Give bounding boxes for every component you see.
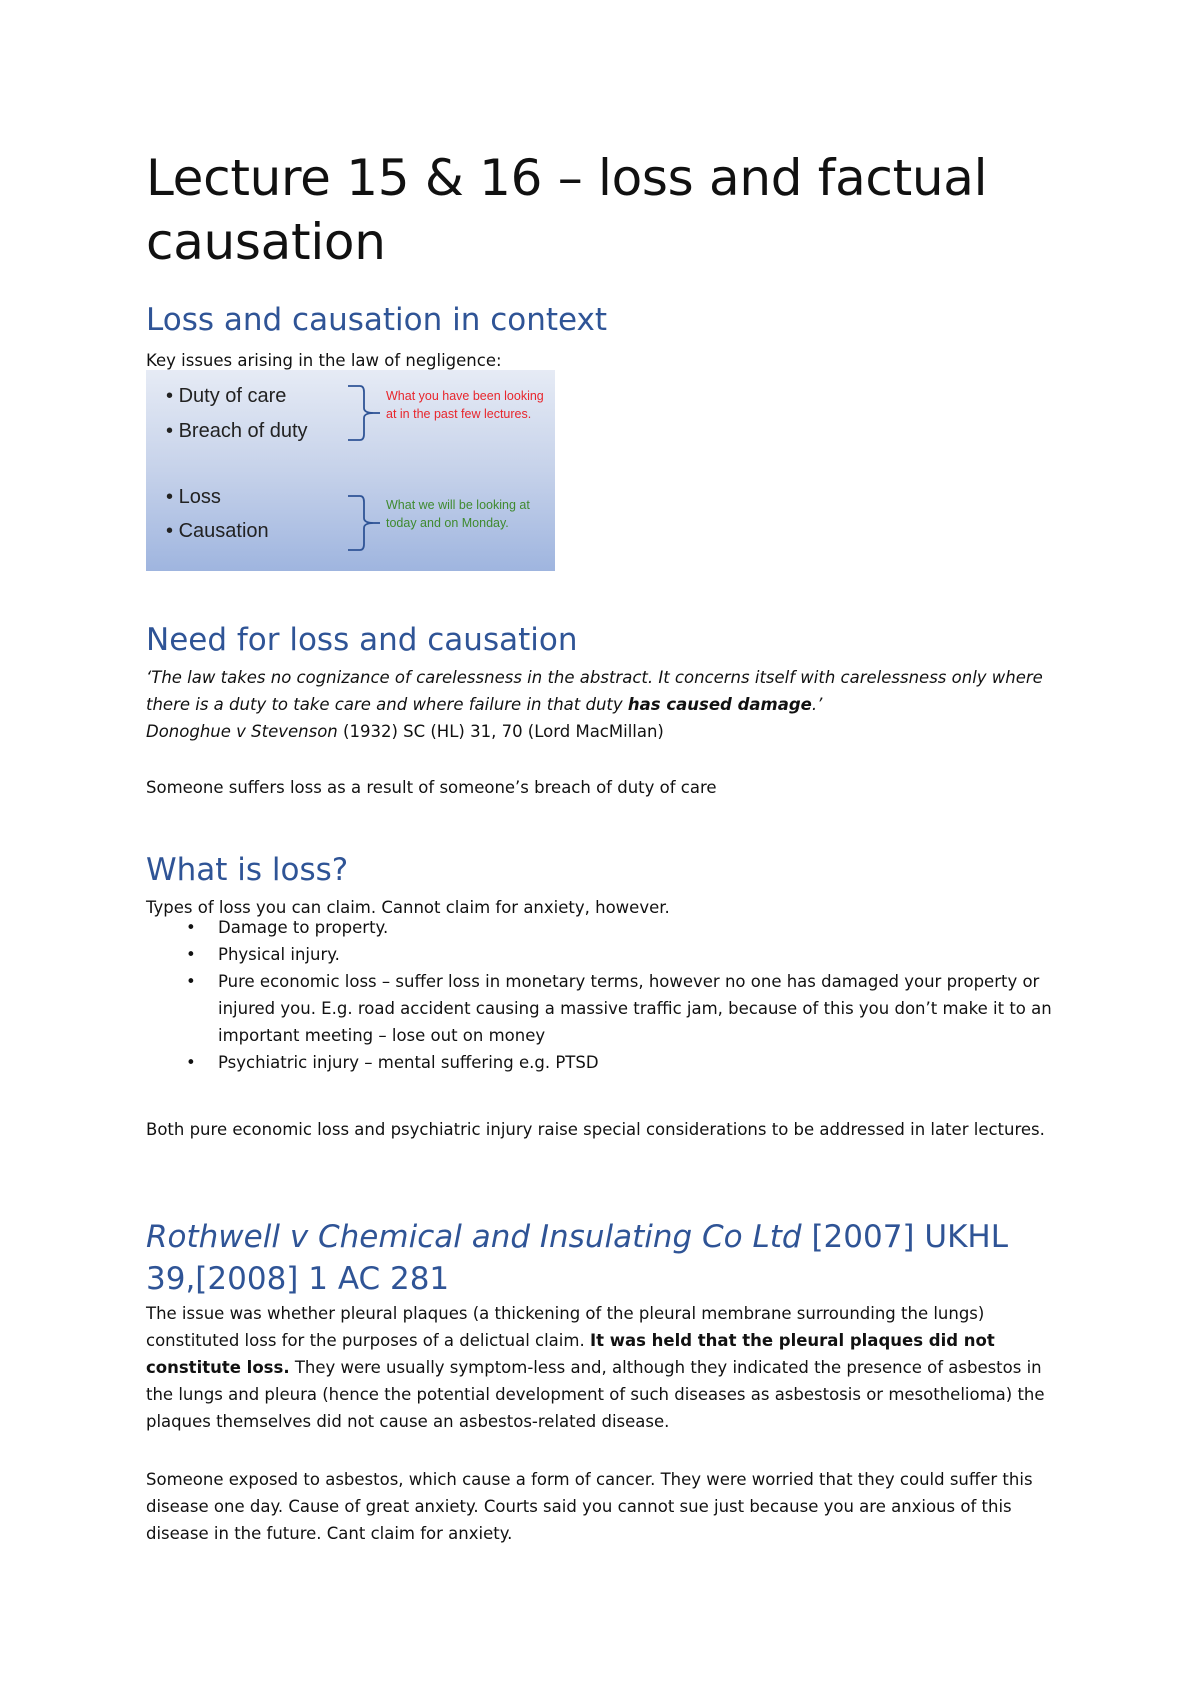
loss-summary: Someone suffers loss as a result of someone’s breach of duty of care bbox=[146, 778, 717, 797]
slide-item-duty bbox=[166, 385, 286, 408]
slide-note-past: What you have been looking at in the past few lectures. bbox=[386, 389, 544, 421]
quote-end: .’ bbox=[811, 695, 823, 714]
case-citation: [2007] UKHL 39,[2008] 1 AC 281 bbox=[146, 1219, 1008, 1297]
slide-item-label: Causation bbox=[178, 520, 269, 542]
list-item-text: Pure economic loss – suffer loss in monetary terms, however no one has damaged your property or injured you. E.g. road accident causing a massive traffic jam, because of this you don’t make it to an important meeting – lose out on money bbox=[218, 972, 1052, 1045]
list-item bbox=[146, 968, 1066, 1049]
slide-note-future: What we will be looking at today and on Monday. bbox=[386, 498, 530, 530]
list-item-text: Psychiatric injury – mental suffering e.g. PTSD bbox=[218, 1053, 599, 1072]
heading-what-is-loss: What is loss? bbox=[146, 852, 349, 888]
bullet-icon: • bbox=[186, 1053, 196, 1072]
donoghue-quote bbox=[146, 664, 1061, 718]
curly-brace-icon bbox=[346, 384, 380, 442]
slide-item-label: Breach of duty bbox=[178, 420, 308, 442]
bullet-icon: • bbox=[186, 972, 196, 991]
bullet-icon: • bbox=[166, 420, 174, 442]
loss-types-intro: Types of loss you can claim. Cannot claim for anxiety, however. bbox=[146, 898, 670, 917]
list-item-text: Damage to property. bbox=[218, 918, 389, 937]
curly-brace-icon bbox=[346, 494, 380, 552]
bullet-icon: • bbox=[186, 945, 196, 964]
case-citation: (1932) SC (HL) 31, 70 (Lord MacMillan) bbox=[337, 722, 664, 741]
loss-types-list bbox=[146, 914, 1066, 1076]
bullet-icon: • bbox=[166, 520, 174, 542]
slide-item-breach bbox=[166, 420, 308, 443]
list-item-text: Physical injury. bbox=[218, 945, 340, 964]
paragraph-text: They were usually symptom-less and, although they indicated the presence of asbestos in the lungs and pleura (hence the potential development of such diseases as asbestosis or mesothelioma) the plaques themselves did not cause an asbestos-related disease. bbox=[146, 1358, 1045, 1431]
held-text: It was held that the pleural plaques did not constitute loss. bbox=[146, 1331, 995, 1377]
slide-item-loss bbox=[166, 486, 221, 509]
case-name: Rothwell v Chemical and Insulating Co Ltd bbox=[146, 1219, 802, 1255]
page-title: Lecture 15 & 16 – loss and factual causation bbox=[146, 149, 988, 271]
list-item bbox=[146, 941, 1066, 968]
donoghue-citation bbox=[146, 718, 1061, 745]
special-considerations: Both pure economic loss and psychiatric injury raise special considerations to be addressed in later lectures. bbox=[146, 1120, 1045, 1139]
list-item bbox=[146, 1049, 1066, 1076]
slide-item-label: Loss bbox=[178, 486, 221, 508]
quote-text: ‘The law takes no cognizance of carelessness in the abstract. It concerns itself with carelessness only where there is a duty to take care and where failure in that duty bbox=[146, 668, 1043, 714]
list-item bbox=[146, 914, 1066, 941]
heading-need-for-loss: Need for loss and causation bbox=[146, 622, 578, 658]
quote-emphasis: has caused damage bbox=[627, 695, 812, 714]
slide-item-causation bbox=[166, 520, 269, 543]
paragraph-text: The issue was whether pleural plaques (a thickening of the pleural membrane surrounding the lungs) constituted loss for the purposes of a delictual claim. bbox=[146, 1304, 985, 1350]
bullet-icon: • bbox=[166, 486, 174, 508]
lecture-slide-image bbox=[146, 370, 555, 571]
slide-item-label: Duty of care bbox=[178, 385, 287, 407]
case-name: Donoghue v Stevenson bbox=[146, 722, 338, 741]
bullet-icon: • bbox=[186, 918, 196, 937]
heading-loss-causation-context: Loss and causation in context bbox=[146, 302, 608, 338]
rothwell-paragraph bbox=[146, 1300, 1061, 1435]
asbestos-paragraph: Someone exposed to asbestos, which cause a form of cancer. They were worried that they could suffer this disease one day. Cause of great anxiety. Courts said you cannot sue just because you are anxious of this disease in the future. Cant claim for anxiety. bbox=[146, 1470, 1033, 1543]
bullet-icon: • bbox=[166, 385, 174, 407]
heading-rothwell-case bbox=[146, 1216, 1066, 1300]
key-issues-intro: Key issues arising in the law of negligence: bbox=[146, 351, 502, 370]
